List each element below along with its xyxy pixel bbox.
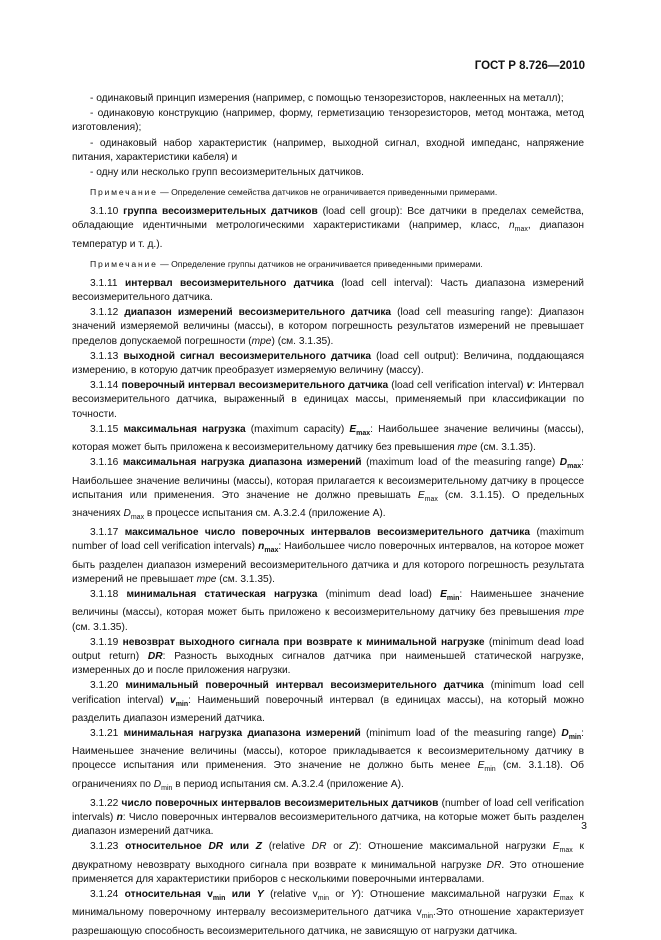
term-english: (minimum load of the measuring range) (366, 727, 557, 739)
term-definition: : Число поверочных интервалов весоизмерительного датчика, на которые может быть разделен диапазон измерений датчика. (72, 812, 584, 838)
term-title: интервал весоизмерительного датчика (124, 277, 334, 289)
term-definition: (см. 3.1.15). О предельных значениях (72, 489, 584, 519)
term-definition: к минимальному поверочному интервалу весоизмерительного датчика (72, 889, 584, 919)
term-3-1-20 (72, 679, 584, 726)
term-number: 3.1.21 (90, 727, 119, 739)
term-english: (maximum capacity) (250, 423, 345, 435)
symbol: n (258, 541, 265, 553)
term-title: диапазон измерений весоизмерительного датчика (124, 307, 392, 319)
term-definition: : Наименьшее значение величины (массы), которая может быть приложено к весоизмерительному датчику без превышения (72, 589, 584, 619)
symbol: D (559, 457, 568, 469)
term-number: 3.1.24 (90, 889, 119, 901)
symbol: DR (147, 650, 163, 662)
term-title: число поверочных интервалов весоизмерительных датчиков (121, 797, 439, 809)
symbol-subscript: min (568, 734, 582, 741)
note-text: — Определение группы датчиков не ограничивается приведенными примерами. (157, 258, 483, 269)
term-number: 3.1.20 (90, 680, 119, 692)
note (72, 258, 584, 270)
symbol-subscript: max (559, 847, 573, 855)
symbol-subscript: min (161, 784, 173, 792)
symbol: mpe (457, 442, 478, 454)
term-definition: (см. 3.1.35). (216, 573, 275, 585)
term-number: 3.1.17 (90, 527, 119, 539)
term-definition: (см. 3.1.18). Об ограничениях по (72, 760, 584, 790)
term-3-1-14 (72, 379, 584, 422)
term-english: (load cell output): (376, 350, 459, 362)
symbol: v (312, 889, 318, 901)
symbol: E (477, 760, 485, 772)
symbol-subscript: max (356, 429, 371, 437)
term-title: или (231, 889, 251, 901)
term-title: минимальная нагрузка диапазона измерений (123, 727, 361, 739)
term-english: ): (355, 841, 362, 853)
term-title: минимальный поверочный интервал весоизмерительного датчика (125, 680, 484, 692)
term-title: относительная (124, 889, 201, 901)
term-definition: Отношение максимальной нагрузки (363, 889, 554, 901)
term-title: максимальная нагрузка (123, 423, 246, 435)
term-title: максимальное число поверочных интервалов весоизмерительного датчика (124, 527, 531, 539)
symbol: DR (486, 859, 502, 871)
symbol-subscript: min (317, 895, 330, 903)
term-3-1-24 (72, 888, 584, 939)
term-definition: : Наибольшее число поверочных интервалов, на которое может быть разделен диапазон измерений весоизмерительного датчика и для которого погрешность результата измерений не превышает (72, 541, 584, 585)
term-number: 3.1.18 (90, 589, 119, 601)
term-english: or (329, 889, 351, 901)
term-english: ): (357, 889, 364, 901)
symbol: Y (350, 889, 358, 901)
document-body (72, 92, 584, 940)
symbol-subscript: max (567, 463, 582, 471)
term-definition: Часть диапазона измерений весоизмерительного датчика. (72, 277, 584, 304)
symbol: E (440, 589, 447, 601)
symbol-subscript: max (559, 895, 574, 903)
term-definition: : Интервал весоизмерительного датчика, выраженный в единицах массы, применяемый при классификации по точности. (72, 380, 584, 420)
term-title: группа весоизмерительных датчиков (123, 206, 318, 218)
symbol: D (123, 508, 131, 519)
term-number: 3.1.16 (90, 457, 119, 469)
term-definition: : Наибольшее значение величины (массы), которая прилагается к весоизмерительному датчику в процессе испытания или применения. Это значение не должно превышать (72, 457, 584, 501)
symbol: E (552, 841, 560, 853)
bullet-item: - одинаковую конструкцию (например, форму, герметизацию тензорезисторов, метод монтажа, метод изготовления); (72, 108, 584, 134)
term-english: (maximum load of the measuring range) (366, 457, 556, 469)
term-english: (minimum dead load output return) (72, 636, 584, 662)
symbol: v (170, 694, 176, 706)
term-definition: : Наименьшее значение величины (массы), которое прикладывается к весоизмерительному датчику в процессе испытания или применения. Это значение не должно быть менее (72, 727, 584, 772)
term-3-1-16 (72, 456, 584, 525)
term-definition: Все датчики в пределах семейства, обладающие идентичными метрологическими характеристиками (например, класс, (72, 206, 584, 232)
symbol: v (207, 889, 213, 901)
symbol: E (553, 889, 560, 901)
symbol-subscript: max (424, 495, 438, 503)
term-definition: в процессе испытания см. А.3.2.4 (приложение А). (144, 508, 386, 519)
term-3-1-11 (72, 277, 584, 305)
term-definition: в период испытания см. А.3.2.4 (приложение А). (172, 778, 404, 790)
term-english: (maximum number of load cell verification intervals) (72, 527, 584, 553)
note-label: Примечание (90, 258, 158, 269)
term-english: (relative (268, 841, 312, 853)
term-title: невозврат выходного сигнала при возврате к минимальной нагрузке (122, 636, 485, 648)
term-definition: Величина, поддающаяся измерению, в которую датчик преобразует измеряемую величину (массу). (72, 350, 585, 377)
term-definition: (см. 3.1.35). (72, 621, 128, 633)
term-number: 3.1.12 (90, 307, 119, 319)
bullet-item: - одинаковый набор характеристик (например, выходной сигнал, входной импеданс, напряжение питания, характеристики кабеля) и (72, 137, 584, 163)
note-label: Примечание (90, 187, 158, 198)
symbol-subscript: min (175, 700, 189, 708)
document-standard-code: ГОСТ Р 8.726—2010 (474, 60, 585, 72)
symbol: D (153, 778, 162, 790)
term-english: (relative (270, 889, 313, 901)
term-definition: к двукратному невозврату выходного сигнала при возврате к минимальной нагрузке (72, 841, 584, 871)
term-english: (load cell verification interval) (391, 380, 524, 392)
symbol: mpe (251, 335, 272, 347)
term-definition: ) (см. 3.1.35). (271, 335, 334, 347)
term-3-1-15 (72, 423, 584, 455)
note (72, 186, 584, 198)
symbol: E (417, 489, 425, 501)
term-3-1-13 (72, 350, 584, 378)
term-definition: (см. 3.1.35). (477, 442, 536, 454)
bullet-item: - одинаковый принцип измерения (например, с помощью тензорезисторов, наклеенных на металл); (90, 93, 564, 104)
term-english: (load cell group): (322, 206, 403, 218)
symbol: n (116, 812, 123, 824)
symbol-subscript: min (421, 913, 434, 921)
symbol-subscript: min (446, 595, 460, 603)
term-definition: Отношение максимальной нагрузки (361, 841, 553, 853)
term-definition: . Это отношение применяется для характеристики приборов с несколькими поверочными интервалами. (72, 859, 584, 885)
term-title: выходной сигнал весоизмерительного датчика (123, 350, 372, 362)
term-english: (minimum dead load) (325, 589, 432, 601)
symbol-subscript: min (484, 766, 496, 774)
symbol-subscript: min (212, 895, 226, 903)
term-english: (minimum load cell verification interval) (72, 680, 584, 706)
term-definition: : Наибольшее значение величины (массы), которая может быть приложена к весоизмерительному датчику без превышения (72, 423, 584, 454)
symbol-subscript: max (514, 226, 528, 234)
symbol: mpe (196, 573, 217, 585)
symbol-subscript: max (264, 547, 279, 555)
symbol-subscript: max (130, 514, 145, 522)
term-english: or (326, 841, 350, 853)
term-title: относительное (125, 841, 202, 853)
term-english: (load cell interval): (341, 277, 434, 289)
page-number: 3 (581, 820, 587, 832)
term-number: 3.1.15 (90, 423, 119, 435)
term-3-1-23 (72, 840, 584, 887)
term-3-1-17 (72, 526, 584, 587)
term-3-1-18 (72, 588, 584, 635)
term-3-1-19 (72, 636, 584, 679)
symbol: Z (255, 841, 262, 853)
term-3-1-22 (72, 797, 584, 840)
note-text: — Определение семейства датчиков не ограничивается приведенными примерами. (157, 187, 498, 198)
term-number: 3.1.23 (90, 841, 119, 853)
symbol: n (508, 220, 515, 232)
symbol: DR (311, 841, 327, 853)
symbol: D (561, 727, 569, 739)
term-number: 3.1.11 (90, 277, 118, 289)
symbol: Y (257, 889, 264, 901)
term-title: максимальная нагрузка диапазона измерений (122, 457, 362, 469)
term-definition: : Наименьший поверочный интервал (в единицах массы), на который можно разделить диапазон измерений датчика. (72, 694, 584, 724)
term-title: минимальная статическая нагрузка (126, 589, 318, 601)
symbol: v (416, 907, 422, 919)
term-title: или (229, 841, 249, 853)
term-definition: : Разность выходных сигналов датчика при наименьшей статической нагрузке, измеренных до и после приложения нагрузки. (72, 650, 584, 677)
term-3-1-10 (72, 205, 584, 252)
term-number: 3.1.14 (90, 380, 119, 392)
term-3-1-12 (72, 306, 584, 349)
term-number: 3.1.19 (90, 636, 119, 648)
term-number: 3.1.22 (90, 797, 119, 809)
term-title: поверочный интервал весоизмерительного датчика (121, 380, 389, 392)
symbol: Z (349, 841, 356, 853)
term-english: (number of load cell verification intervals) (72, 797, 585, 824)
term-number: 3.1.13 (90, 350, 119, 362)
term-3-1-21 (72, 727, 584, 796)
term-number: 3.1.10 (90, 206, 119, 218)
symbol: v (526, 380, 533, 392)
term-definition: , диапазон температур и т. д.). (72, 220, 584, 250)
symbol: mpe (564, 607, 584, 619)
term-definition: Диапазон значений измеряемой величины (массы), в котором погрешность результатов измерений не превышает пределов допускаемой погрешности ( (72, 307, 584, 347)
symbol: E (349, 423, 357, 435)
term-english: (load cell measuring range): (397, 307, 533, 319)
symbol: DR (208, 841, 224, 853)
term-definition: .Это отношение характеризует разрешающую способность весоизмерительного датчика, не зависящую от нагрузки датчика. (72, 907, 584, 937)
bullet-item: - одну или несколько групп весоизмерительных датчиков. (90, 167, 365, 179)
